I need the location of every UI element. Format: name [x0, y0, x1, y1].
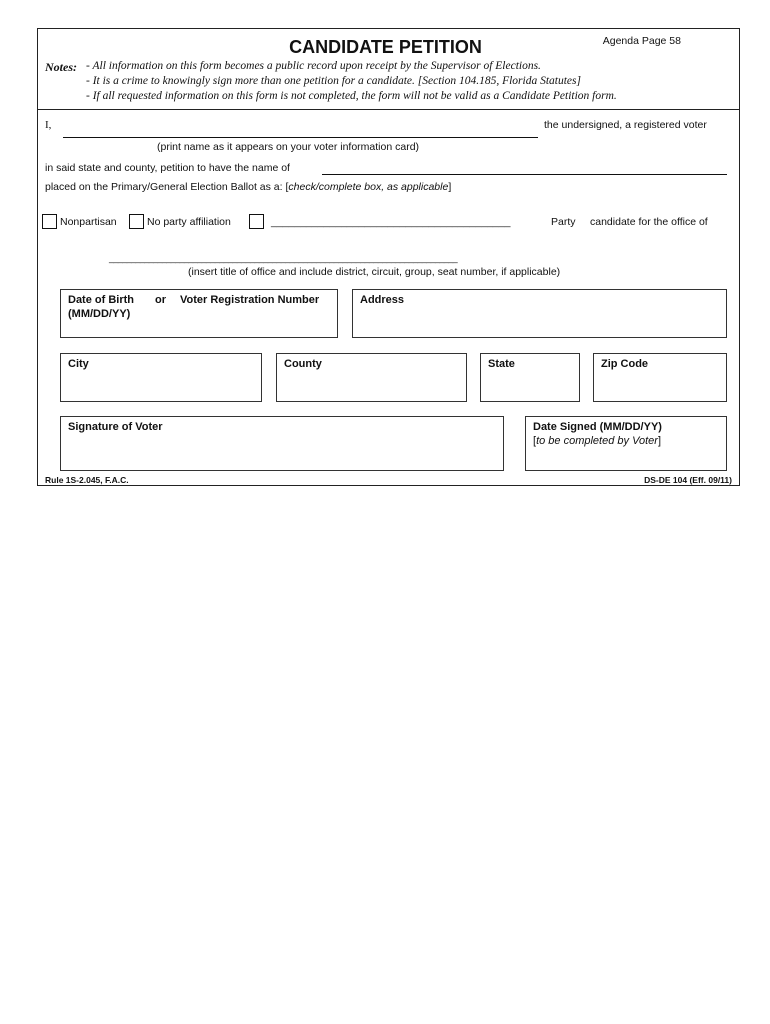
notes-label: Notes:: [45, 60, 77, 74]
dob-label: Date of Birth: [68, 294, 134, 306]
no-party-label: No party affiliation: [147, 216, 231, 228]
dob-voter-reg-field[interactable]: [60, 289, 338, 338]
i-label: I,: [45, 119, 52, 131]
office-text: candidate for the office of: [590, 216, 708, 228]
rule-reference: Rule 1S-2.045, F.A.C.: [45, 475, 129, 485]
no-party-checkbox[interactable]: [129, 214, 144, 229]
note-incomplete: - If all requested information on this form is not completed, the form will not be valid as a Candidate Petition form.: [86, 90, 617, 102]
zip-label: Zip Code: [601, 358, 649, 370]
city-field[interactable]: [60, 353, 262, 402]
address-field[interactable]: [352, 289, 727, 338]
county-field[interactable]: [276, 353, 467, 402]
nonpartisan-checkbox[interactable]: [42, 214, 57, 229]
or-label: or: [155, 294, 166, 306]
note-public-record: - All information on this form becomes a public record upon receipt by the Supervisor of Elections.: [86, 60, 541, 72]
party-checkbox[interactable]: [249, 214, 264, 229]
agenda-page: Agenda Page 58: [602, 35, 681, 47]
petition-text: in said state and county, petition to have the name of: [45, 162, 290, 174]
county-label: County: [284, 358, 322, 370]
note-crime: - It is a crime to knowingly sign more than one petition for a candidate. [Section 104.185, Florida Statutes]: [86, 75, 581, 87]
party-label: Party: [551, 216, 576, 228]
date-signed-label: Date Signed (MM/DD/YY): [533, 421, 662, 433]
dob-format-label: (MM/DD/YY): [68, 308, 131, 320]
signature-label: Signature of Voter: [68, 421, 163, 433]
voter-name-line[interactable]: [63, 137, 538, 138]
undersigned-text: the undersigned, a registered voter: [544, 119, 707, 131]
candidate-petition-form: [37, 28, 740, 486]
party-name-line[interactable]: _________________________________________: [271, 216, 511, 228]
form-header: [38, 29, 739, 110]
office-hint: (insert title of office and include district, circuit, group, seat number, if applicable): [188, 266, 561, 278]
address-label: Address: [360, 294, 405, 306]
voter-reg-label: Voter Registration Number: [180, 294, 320, 306]
candidate-name-line[interactable]: [322, 174, 727, 175]
zip-field[interactable]: [593, 353, 727, 402]
state-field[interactable]: [480, 353, 580, 402]
nonpartisan-label: Nonpartisan: [60, 216, 117, 228]
form-id: DS-DE 104 (Eff. 09/11): [644, 475, 732, 485]
signature-field[interactable]: [60, 416, 504, 471]
city-label: City: [68, 358, 89, 370]
office-title-line[interactable]: _______________________________________________________________________________: [109, 253, 458, 263]
date-signed-field[interactable]: [525, 416, 727, 471]
print-name-hint: (print name as it appears on your voter information card): [157, 141, 420, 153]
state-label: State: [488, 358, 515, 370]
ballot-text: placed on the Primary/General Election Ballot as a: [check/complete box, as applicable]: [45, 181, 452, 193]
form-title: CANDIDATE PETITION: [289, 37, 482, 57]
date-signed-note: [to be completed by Voter]: [533, 435, 662, 447]
